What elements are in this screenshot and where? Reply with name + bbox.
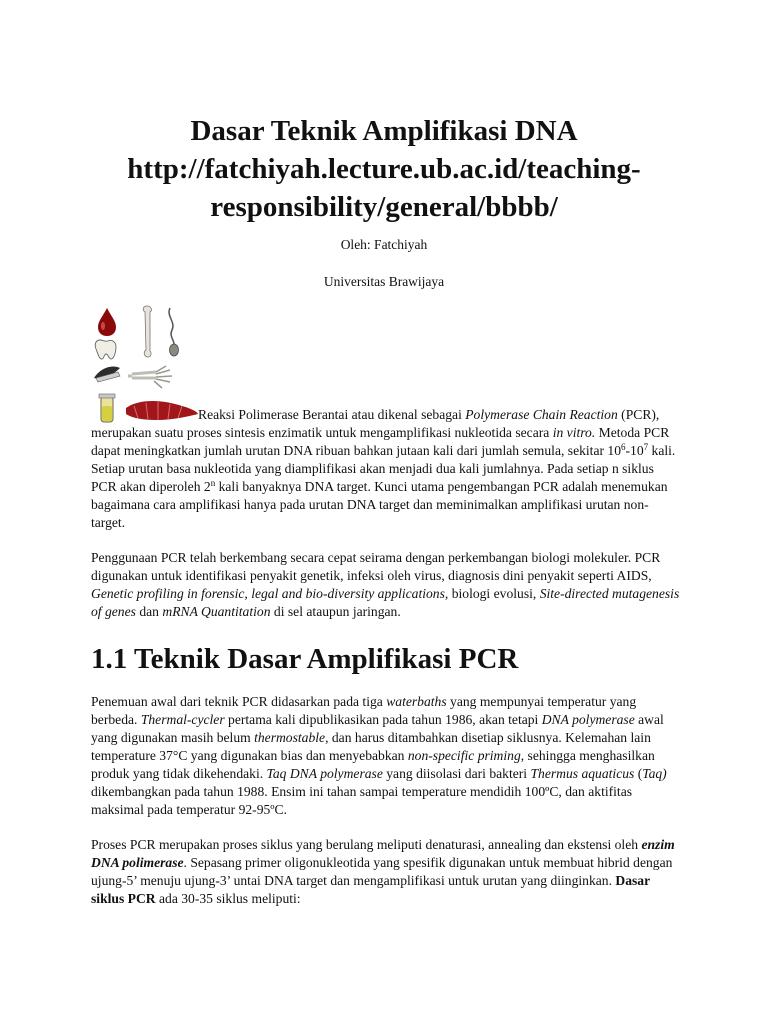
paragraph-pcr-usage: Penggunaan PCR telah berkembang secara cepat seirama dengan perkembangan biologi molekuler. PCR digunakan untuk identifikasi penyakit genetik, infeksi oleh virus, diagnosis dini penyakit seperti AIDS, Genetic profiling in forensic, legal and bio-diversity applications, biologi evolusi, Site-directed mutagenesis of genes dan mRNA Quantitation di sel ataupun jaringan. xyxy=(91,550,680,619)
title-line-1: Dasar Teknik Amplifikasi DNA xyxy=(190,115,578,147)
paragraph-pcr-history: Penemuan awal dari teknik PCR didasarkan pada tiga waterbaths yang mempunyai temperatur yang berbeda. Thermal-cycler pertama kali dipublikasikan pada tahun 1986, akan tetapi DNA polymerase awal yang digunakan masih belum thermostable, dan harus ditambahkan disetiap siklusnya. Kelemahan lain temperature 37°C yang digunakan bias dan menyebabkan non-specific priming, sehingga menghasilkan produk yang tidak dikehendaki. Taq DNA polymerase yang diisolasi dari bakteri Thermus aquaticus (Taq) dikembangkan pada tahun 1988. Ensim ini tahan sampai temperature mendidih 100ºC, dan aktifitas maksimal pada temperatur 92-95ºC. xyxy=(91,694,667,817)
author-line: Oleh: Fatchiyah xyxy=(340,237,428,252)
paragraph-pcr-intro: Reaksi Polimerase Berantai atau dikenal sebagai Polymerase Chain Reaction (PCR), merupakan suatu proses sintesis enzimatik untuk mengamplifikasi nukleotida secara in vitro. Metoda PCR dapat meningkatkan jumlah urutan DNA ribuan bahkan jutaan kali dari jumlah semula, sekitar $10^6-10^7$ kali. Setiap urutan basa nukleotida yang diamplifikasi akan menjadi dua kali jumlahnya. Pada setiap n siklus PCR akan diperoleh 2$^n$ kali banyaknya DNA target. Kunci utama pengembangan PCR adalah menemukan bagaimana cara amplifikasi hanya pada urutan DNA target dan meminimalkan amplifikasi urutan non-target. xyxy=(91,407,676,530)
document-title xyxy=(40,112,728,226)
title-line-2-url: http://fatchiyah.lecture.ub.ac.id/teaching- xyxy=(127,153,641,185)
hand-bones-icon xyxy=(128,366,172,388)
tooth-icon xyxy=(95,340,116,359)
paragraph-pcr-process: Proses PCR merupakan proses siklus yang berulang meliputi denaturasi, annealing dan ekstensi oleh enzim DNA polimerase. Sepasang primer oligonukleotida yang spesifik digunakan untuk membuat hibrid dengan ujung-5’ menuju ujung-3’ untai DNA target dan mengamplifikasi untuk urutan yang diinginkan. Dasar siklus PCR ada 30-35 siklus meliputi: xyxy=(91,837,675,906)
sperm-icon xyxy=(169,308,178,356)
blood-drop-icon xyxy=(98,308,116,336)
title-line-3-url: responsibility/general/bbbb/ xyxy=(210,191,558,223)
section-heading: 1.1 Teknik Dasar Amplifikasi PCR xyxy=(91,643,519,675)
skin-icon xyxy=(94,366,120,382)
bone-icon xyxy=(143,306,151,357)
institution-line: Universitas Brawijaya xyxy=(323,274,445,289)
